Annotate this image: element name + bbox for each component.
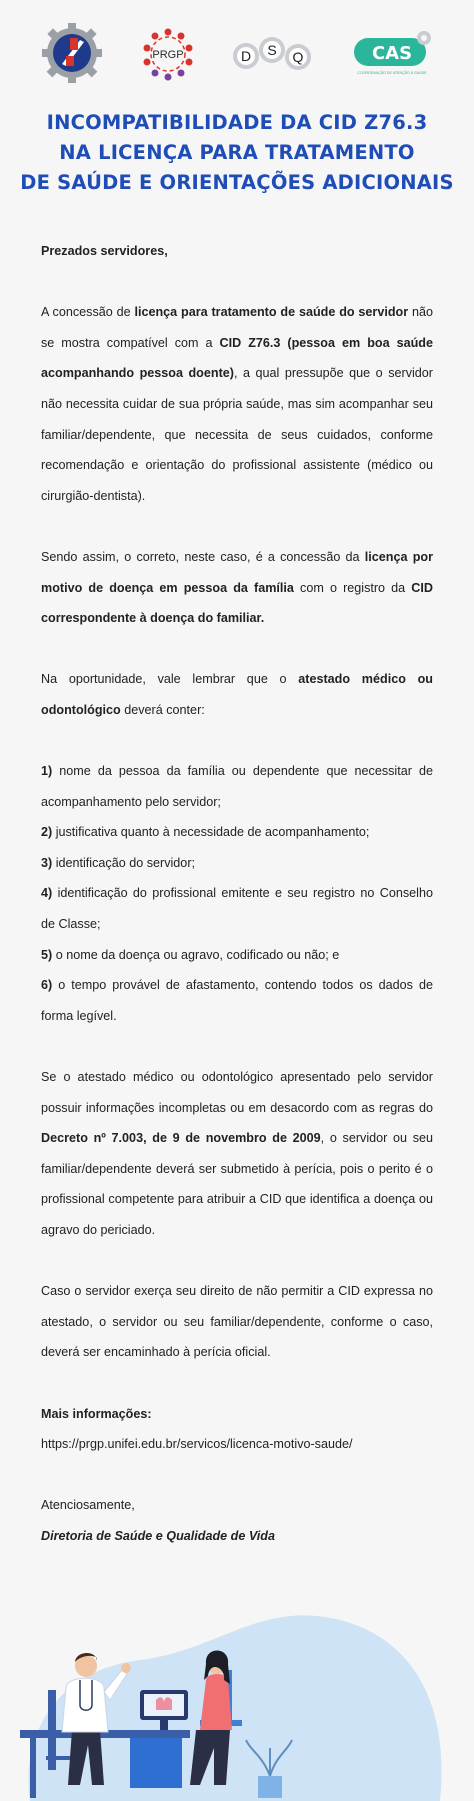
list-item: [41, 848, 433, 879]
p1-text-a: A concessão de: [41, 305, 135, 320]
cas-logo: [350, 28, 434, 78]
notice-body: [41, 236, 433, 1552]
p1-text-e: , a qual pressupõe que o servidor não necessita cuidar de sua própria saúde, mas sim acompanhar seu familiar/dependente, que necessita de seus cuidados, conforme recomendação e orientação do profissional assistente (médico ou cirurgião-dentista).: [41, 366, 433, 503]
p4-bold-b: Decreto nº 7.003, de 9 de novembro de 2009: [41, 1131, 321, 1146]
dsq-letter-d: D: [240, 48, 252, 64]
signature: Diretoria de Saúde e Qualidade de Vida: [41, 1528, 275, 1543]
dsq-letter-q: Q: [292, 49, 304, 65]
list-item-text: identificação do servidor;: [52, 855, 196, 870]
title-line-3: DE SAÚDE E ORIENTAÇÕES ADICIONAIS: [20, 171, 454, 194]
title-line-1: INCOMPATIBILIDADE DA CID Z76.3: [46, 111, 428, 134]
cas-text: CAS: [371, 43, 413, 64]
unifei-gear-logo: [40, 22, 104, 84]
list-item: [41, 878, 433, 939]
p3-bold-b: atestado médico ou odontológico: [41, 672, 433, 717]
cas-tagline: COORDENAÇÃO DE ATENÇÃO À SAÚDE: [357, 71, 427, 75]
list-item-text: o tempo provável de afastamento, contendo todos os dados de forma legível.: [41, 978, 433, 1023]
prgp-text: PRGP: [152, 49, 184, 61]
closing: Atenciosamente,: [41, 1498, 135, 1513]
p2-text-a: Sendo assim, o correto, neste caso, é a concessão da: [41, 549, 365, 564]
p3-text-a: Na oportunidade, vale lembrar que o: [41, 672, 299, 687]
p3-text-c: deverá conter:: [120, 702, 205, 717]
more-info-label-text: Mais informações:: [41, 1406, 152, 1421]
dsq-letter-s: S: [267, 42, 277, 58]
greeting: [41, 236, 433, 267]
paragraph-5: Caso o servidor exerça seu direito de não permitir a CID expressa no atestado, o servidor ou seu familiar/dependente, conforme o caso, deverá ser encaminhado à perícia oficial.: [41, 1284, 433, 1360]
list-item-text: justificativa quanto à necessidade de acompanhamento;: [52, 825, 370, 840]
dsq-gears-logo: [232, 32, 312, 76]
list-item-text: nome da pessoa da família ou dependente que necessitar de acompanhamento pelo servidor;: [41, 764, 433, 809]
page-title: [20, 108, 454, 198]
list-item-number: 5): [41, 947, 53, 962]
list-item-text: identificação do profissional emitente e seu registro no Conselho de Classe;: [41, 886, 433, 932]
prgp-logo: [140, 26, 196, 82]
list-item-number: 2): [41, 825, 53, 840]
p2-bold-d: CID correspondente à doença do familiar.: [41, 580, 433, 626]
list-item-number: 6): [41, 978, 53, 993]
greeting-text: Prezados servidores,: [41, 244, 168, 258]
list-item: [41, 817, 433, 848]
title-line-2: NA LICENÇA PARA TRATAMENTO: [59, 141, 415, 164]
list-item: [41, 756, 433, 817]
p4-text-c: , o servidor ou seu familiar/dependente deverá ser submetido à perícia, pois o perito é o profissional competente para atribuir a CID que identifica a doença ou agravo do periciado.: [41, 1131, 433, 1237]
more-info-link[interactable]: https://prgp.unifei.edu.br/servicos/licenca-motivo-saude/: [41, 1437, 353, 1452]
paragraph-3: [41, 664, 433, 725]
paragraph-2: [41, 542, 433, 634]
p1-text-c: não se mostra compatível com a: [41, 305, 434, 350]
logos-row: [0, 22, 474, 84]
doctor-patient-illustration: [0, 1580, 474, 1801]
paragraph-4: [41, 1062, 433, 1246]
list-item-number: 1): [41, 764, 53, 779]
list-item-number: 3): [41, 855, 53, 870]
paragraph-1: [41, 297, 433, 511]
p2-bold-b: licença por motivo de doença em pessoa da família: [41, 549, 433, 595]
p1-bold-d: CID Z76.3 (pessoa em boa saúde acompanhando pessoa doente): [41, 335, 433, 381]
list-item: [41, 970, 433, 1031]
list-item-text: o nome da doença ou agravo, codificado ou não; e: [52, 947, 340, 962]
list-item-number: 4): [41, 886, 53, 901]
list-item: [41, 940, 433, 971]
p4-text-a: Se o atestado médico ou odontológico apresentado pelo servidor possuir informações incompletas ou em desacordo com as regras do: [41, 1070, 433, 1115]
p1-bold-b: licença para tratamento de saúde do servidor: [134, 305, 409, 320]
more-info-label: [41, 1399, 433, 1430]
p2-text-c: com o registro da: [293, 580, 412, 595]
